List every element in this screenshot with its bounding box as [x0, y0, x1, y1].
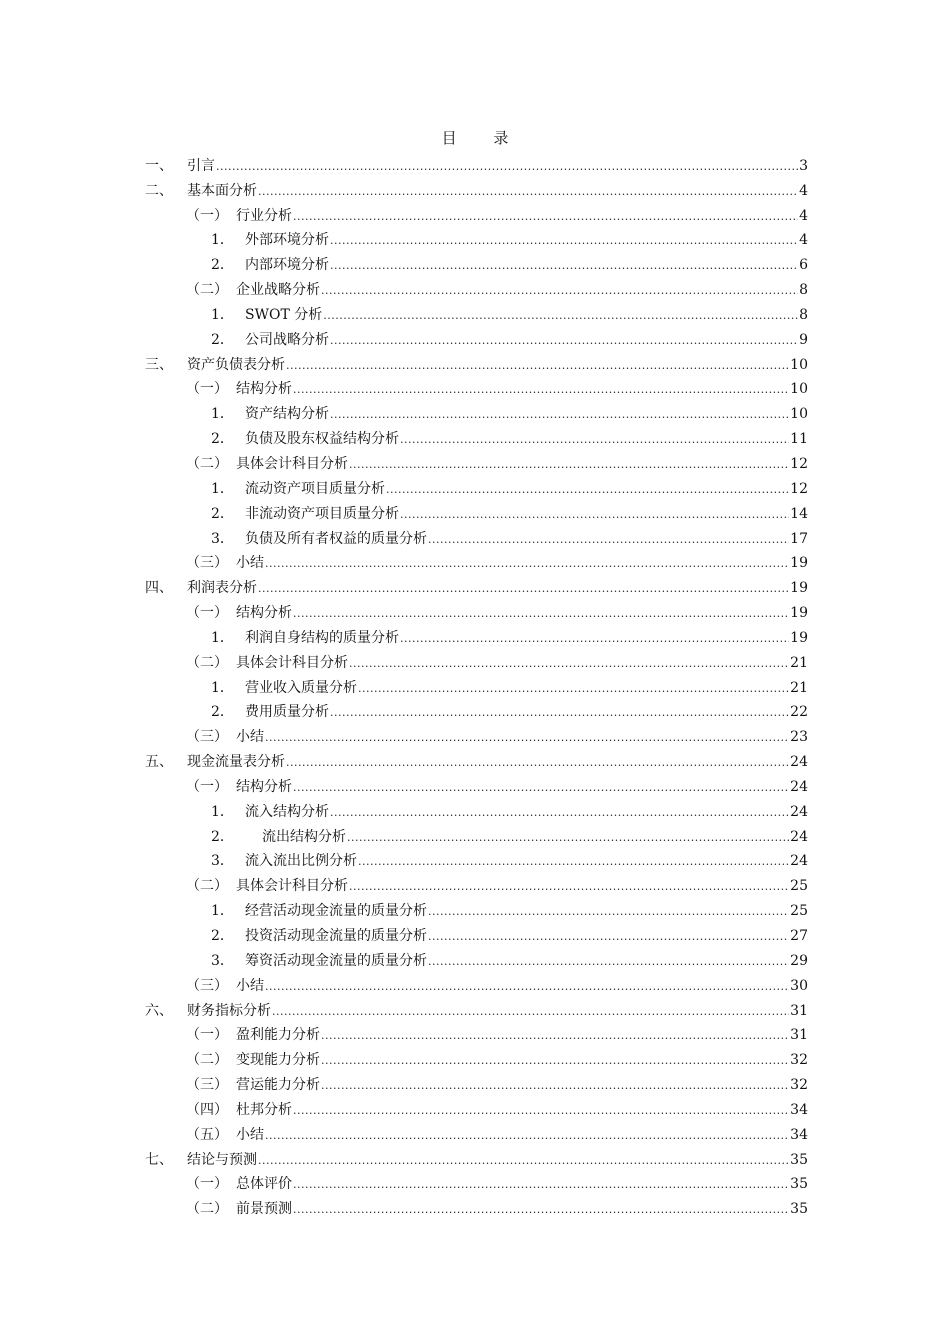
toc-entry[interactable] [145, 301, 808, 326]
toc-entry-number: （二） [186, 654, 228, 671]
toc-dot-leader [400, 507, 789, 521]
toc-entry-number: 2． [211, 828, 234, 845]
toc-entry-label: 小结 [236, 1126, 264, 1143]
toc-entry[interactable] [145, 972, 808, 997]
toc-entry-page: 10 [790, 356, 808, 373]
toc-entry-label: 外部环境分析 [245, 232, 329, 249]
toc-entry-page: 23 [790, 729, 808, 746]
toc-dot-leader [286, 358, 789, 372]
toc-entry-page: 11 [790, 431, 808, 448]
toc-entry-page: 24 [790, 778, 808, 795]
toc-entry-number: （一） [186, 1027, 228, 1044]
toc-entry-label: 总体评价 [236, 1176, 292, 1193]
toc-entry-number: （二） [186, 1201, 228, 1218]
toc-entry-page: 32 [790, 1077, 808, 1094]
toc-entry-label: 结论与预测 [187, 1151, 257, 1168]
toc-dot-leader [386, 482, 789, 496]
toc-entry-number: （二） [186, 455, 228, 472]
toc-entry[interactable] [145, 649, 808, 674]
toc-entry-label: 资产结构分析 [245, 406, 329, 423]
toc-entry-number: 三、 [145, 356, 173, 373]
toc-entry[interactable] [145, 351, 808, 376]
toc-entry-page: 4 [799, 182, 808, 199]
toc-dot-leader [321, 1078, 789, 1092]
toc-dot-leader [258, 184, 798, 198]
toc-dot-leader [428, 532, 789, 546]
toc-entry-number: （一） [186, 1176, 228, 1193]
toc-dot-leader [293, 209, 798, 223]
toc-entry-page: 3 [799, 157, 808, 174]
toc-entry-label: 具体会计科目分析 [236, 654, 348, 671]
toc-entry-page: 19 [790, 605, 808, 622]
toc-entry-number: 2． [211, 431, 234, 448]
toc-entry[interactable] [145, 227, 808, 252]
toc-entry-label: 流动资产项目质量分析 [245, 480, 385, 497]
toc-entry[interactable] [145, 1071, 808, 1096]
toc-dot-leader [330, 705, 789, 719]
toc-dot-leader [293, 780, 789, 794]
toc-entry[interactable] [145, 276, 808, 301]
toc-entry-number: （一） [186, 207, 228, 224]
toc-entry-page: 27 [790, 928, 808, 944]
toc-entry-number: 2． [211, 928, 234, 944]
toc-dot-leader [286, 755, 789, 769]
toc-entry-label: 筹资活动现金流量的质量分析 [245, 952, 427, 969]
toc-entry-number: 五、 [145, 754, 173, 771]
toc-entry-number: 3． [211, 853, 234, 870]
toc-entry-page: 4 [799, 207, 808, 224]
toc-entry-page: 10 [790, 406, 808, 423]
toc-entry-label: 企业战略分析 [236, 282, 320, 299]
toc-entry-label: 杜邦分析 [236, 1101, 292, 1118]
toc-list [145, 152, 808, 1220]
toc-entry-label: SWOT 分析 [245, 306, 323, 323]
toc-entry-number: （一） [186, 605, 228, 622]
toc-entry-label: 盈利能力分析 [236, 1027, 320, 1044]
toc-entry-page: 35 [790, 1151, 808, 1168]
toc-entry[interactable] [145, 1096, 808, 1121]
toc-entry-label: 非流动资产项目质量分析 [245, 505, 399, 522]
toc-entry-page: 8 [799, 306, 808, 323]
toc-dot-leader [349, 879, 789, 893]
toc-dot-leader [258, 1153, 789, 1167]
toc-entry[interactable] [145, 624, 808, 649]
toc-entry[interactable] [145, 574, 808, 599]
toc-dot-leader [349, 656, 789, 670]
toc-entry-number: 四、 [145, 580, 173, 597]
toc-dot-leader [265, 1128, 789, 1142]
toc-entry-page: 32 [790, 1052, 808, 1069]
toc-entry[interactable] [145, 872, 808, 897]
toc-entry[interactable] [145, 773, 808, 798]
toc-entry-page: 8 [799, 282, 808, 299]
toc-entry-page: 24 [790, 803, 808, 820]
toc-dot-leader [321, 1053, 789, 1067]
toc-entry[interactable] [145, 699, 808, 724]
toc-entry[interactable] [145, 152, 808, 177]
toc-entry[interactable] [145, 450, 808, 475]
toc-dot-leader [347, 830, 789, 844]
toc-entry-number: 1． [211, 306, 234, 323]
toc-entry[interactable] [145, 599, 808, 624]
toc-entry[interactable] [145, 798, 808, 823]
toc-entry[interactable] [145, 1195, 808, 1220]
toc-entry[interactable] [145, 550, 808, 575]
toc-entry[interactable] [145, 674, 808, 699]
toc-entry[interactable] [145, 947, 808, 972]
toc-entry-page: 31 [790, 1027, 808, 1044]
toc-entry-label: 财务指标分析 [187, 1002, 271, 1019]
toc-entry-page: 35 [790, 1201, 808, 1218]
toc-entry-label: 投资活动现金流量的质量分析 [245, 928, 427, 944]
toc-entry-number: （五） [186, 1126, 228, 1143]
toc-entry-page: 10 [790, 381, 808, 398]
toc-entry-page: 30 [790, 977, 808, 994]
toc-entry-label: 费用质量分析 [245, 704, 329, 721]
toc-entry-number: 1． [211, 232, 234, 249]
toc-entry-label: 资产负债表分析 [187, 356, 285, 373]
toc-entry-number: （三） [186, 729, 228, 746]
toc-entry-label: 流入流出比例分析 [245, 853, 357, 870]
toc-entry-label: 具体会计科目分析 [236, 878, 348, 895]
toc-dot-leader [428, 929, 789, 943]
toc-entry[interactable] [145, 1022, 808, 1047]
toc-entry-page: 31 [790, 1002, 808, 1019]
toc-entry-page: 19 [790, 629, 808, 646]
toc-entry-page: 21 [790, 679, 808, 696]
toc-entry-label: 小结 [236, 977, 264, 994]
toc-entry-number: 3． [211, 952, 234, 969]
toc-entry-page: 4 [799, 232, 808, 249]
toc-entry[interactable] [145, 202, 808, 227]
toc-dot-leader [321, 1028, 789, 1042]
toc-entry-page: 21 [790, 654, 808, 671]
toc-entry-label: 小结 [236, 555, 264, 572]
toc-dot-leader [258, 581, 789, 595]
toc-dot-leader [272, 1004, 789, 1018]
toc-entry-number: （二） [186, 282, 228, 299]
toc-dot-leader [321, 283, 798, 297]
toc-dot-leader [400, 631, 789, 645]
toc-entry[interactable] [145, 400, 808, 425]
toc-entry[interactable] [145, 1146, 808, 1171]
toc-entry-label: 利润表分析 [187, 580, 257, 597]
toc-entry-label: 变现能力分析 [236, 1052, 320, 1069]
toc-entry-number: 2． [211, 331, 234, 348]
toc-entry[interactable] [145, 1046, 808, 1071]
toc-dot-leader [358, 681, 789, 695]
toc-entry-page: 12 [790, 455, 808, 472]
toc-entry[interactable] [145, 922, 808, 947]
toc-entry-label: 前景预测 [236, 1201, 292, 1218]
toc-dot-leader [265, 730, 789, 744]
toc-entry[interactable] [145, 1121, 808, 1146]
toc-entry-number: 1． [211, 903, 234, 920]
toc-entry-label: 引言 [187, 157, 215, 174]
toc-entry-label: 行业分析 [236, 207, 292, 224]
toc-entry[interactable] [145, 525, 808, 550]
toc-entry-page: 9 [799, 331, 808, 348]
toc-entry-number: 2． [211, 704, 234, 721]
toc-title: 目 录 [441, 129, 525, 147]
toc-entry-number: 1． [211, 679, 234, 696]
toc-entry-number: 1． [211, 406, 234, 423]
toc-entry-number: 一、 [145, 157, 173, 174]
toc-entry-label: 结构分析 [236, 778, 292, 795]
toc-entry[interactable] [145, 425, 808, 450]
toc-entry-page: 25 [790, 903, 808, 920]
toc-dot-leader [323, 308, 798, 322]
toc-entry-label: 内部环境分析 [245, 257, 329, 274]
toc-entry-page: 17 [790, 530, 808, 547]
toc-entry-number: 1． [211, 629, 234, 646]
toc-entry-page: 24 [790, 754, 808, 771]
toc-entry[interactable] [145, 177, 808, 202]
toc-entry[interactable] [145, 251, 808, 276]
toc-dot-leader [330, 333, 798, 347]
toc-entry-page: 24 [790, 828, 808, 845]
toc-dot-leader [293, 606, 789, 620]
toc-entry-label: 负债及所有者权益的质量分析 [245, 530, 427, 547]
toc-dot-leader [265, 979, 789, 993]
toc-entry[interactable] [145, 500, 808, 525]
toc-entry-page: 35 [790, 1176, 808, 1193]
toc-entry-number: 六、 [145, 1002, 173, 1019]
toc-entry[interactable] [145, 997, 808, 1022]
toc-entry-label: 具体会计科目分析 [236, 455, 348, 472]
toc-dot-leader [293, 1202, 789, 1216]
toc-entry-page: 19 [790, 555, 808, 572]
toc-dot-leader [358, 854, 789, 868]
toc-dot-leader [293, 1103, 789, 1117]
toc-entry-page: 25 [790, 878, 808, 895]
toc-dot-leader [330, 233, 798, 247]
toc-dot-leader [330, 407, 789, 421]
toc-entry-label: 基本面分析 [187, 182, 257, 199]
toc-entry-page: 19 [790, 580, 808, 597]
toc-entry-number: （三） [186, 1077, 228, 1094]
toc-entry-number: 1． [211, 480, 234, 497]
toc-dot-leader [349, 457, 789, 471]
toc-entry[interactable] [145, 326, 808, 351]
toc-entry-label: 结构分析 [236, 381, 292, 398]
toc-entry-number: （一） [186, 381, 228, 398]
toc-entry-number: 3． [211, 530, 234, 547]
toc-entry-number: 2． [211, 505, 234, 522]
toc-entry-label: 营运能力分析 [236, 1077, 320, 1094]
toc-entry-number: 二、 [145, 182, 173, 199]
toc-dot-leader [265, 556, 789, 570]
toc-entry-page: 24 [790, 853, 808, 870]
toc-entry-label: 负债及股东权益结构分析 [245, 431, 399, 448]
toc-dot-leader [428, 904, 789, 918]
toc-entry[interactable] [145, 897, 808, 922]
toc-entry[interactable] [145, 1171, 808, 1196]
toc-dot-leader [330, 805, 789, 819]
toc-entry-number: （二） [186, 878, 228, 895]
toc-entry-page: 34 [790, 1126, 808, 1143]
toc-entry[interactable] [145, 823, 808, 848]
toc-entry-page: 22 [790, 704, 808, 721]
toc-entry-number: （二） [186, 1052, 228, 1069]
toc-entry-number: （一） [186, 778, 228, 795]
toc-entry-number: （三） [186, 977, 228, 994]
toc-entry-label: 小结 [236, 729, 264, 746]
toc-entry-number: 2． [211, 257, 234, 274]
toc-entry-label: 经营活动现金流量的质量分析 [245, 903, 427, 920]
toc-entry-page: 14 [790, 505, 808, 522]
toc-entry-number: （四） [186, 1101, 228, 1118]
toc-entry[interactable] [145, 748, 808, 773]
toc-dot-leader [428, 954, 789, 968]
toc-entry[interactable] [145, 848, 808, 873]
toc-dot-leader [293, 1177, 789, 1191]
toc-entry-label: 公司战略分析 [245, 331, 329, 348]
toc-entry[interactable] [145, 723, 808, 748]
toc-entry-label: 流入结构分析 [245, 803, 329, 820]
toc-entry-page: 12 [790, 480, 808, 497]
toc-entry-number: 七、 [145, 1151, 173, 1168]
toc-entry-page: 34 [790, 1101, 808, 1118]
toc-entry-page: 29 [790, 952, 808, 969]
toc-entry-label: 现金流量表分析 [187, 754, 285, 771]
toc-dot-leader [330, 258, 798, 272]
toc-entry[interactable] [145, 475, 808, 500]
toc-entry[interactable] [145, 376, 808, 401]
toc-dot-leader [216, 159, 798, 173]
toc-entry-number: （三） [186, 555, 228, 572]
toc-dot-leader [400, 432, 789, 446]
toc-entry-number: 1． [211, 803, 234, 820]
toc-entry-label: 流出结构分析 [262, 828, 346, 845]
toc-entry-label: 结构分析 [236, 605, 292, 622]
toc-dot-leader [293, 382, 789, 396]
toc-entry-label: 营业收入质量分析 [245, 679, 357, 696]
toc-entry-label: 利润自身结构的质量分析 [245, 629, 399, 646]
toc-entry-page: 6 [799, 257, 808, 274]
